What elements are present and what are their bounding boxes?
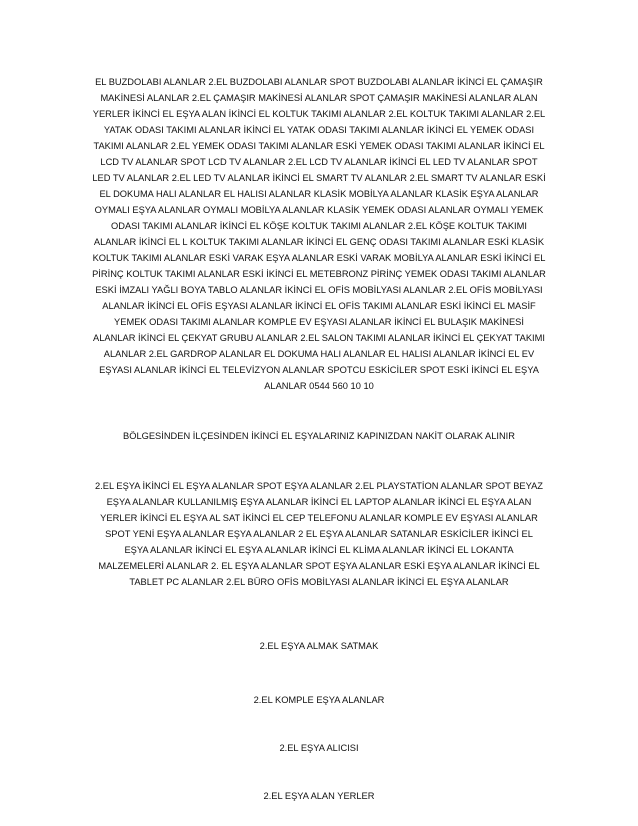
heading-line: 2.EL EŞYA ALAN YERLER (263, 791, 375, 801)
heading-line: 2.EL KOMPLE EŞYA ALANLAR (253, 695, 385, 705)
body-paragraph: EL BUZDOLABI ALANLAR 2.EL BUZDOLABI ALANLAR SPOT BUZDOLABI ALANLAR İKİNCİ EL ÇAMAŞIR MAKİNESİ ALANLAR 2.EL ÇAMAŞIR MAKİNESİ ALANLAR SPOT ÇAMAŞIR MAKİNESİ ALANLAR ALAN YERLER İKİNCİ EL EŞYA ALAN İKİNCİ EL KOLTUK TAKIMI ALANLAR 2.EL KOLTUK TAKIMI ALANLAR 2.EL YATAK ODASI TAKIMI ALANLAR İKİNCİ EL YATAK ODASI TAKIMI ALANLAR İKİNCİ EL YEMEK ODASI TAKIMI ALANLAR 2.EL YEMEK ODASI TAKIMI ALANLAR ESKİ YEMEK ODASI TAKIMI ALANLAR İKİNCİ EL LCD TV ALANLAR SPOT LCD TV ALANLAR 2.EL LCD TV ALANLAR İKİNCİ EL LED TV ALANLAR SPOT LED TV ALANLAR 2.EL LED TV ALANLAR İKİNCİ EL SMART TV ALANLAR 2.EL SMART TV ALANLAR ESKİ EL DOKUMA HALI ALANLAR EL HALISI ALANLAR KLASİK MOBİLYA ALANLAR KLASİK EŞYA ALANLAR OYMALI EŞYA ALANLAR OYMALI MOBİLYA ALANLAR KLASİK YEMEK ODASI ALANLAR OYMALI YEMEK ODASI TAKIMI ALANLAR İKİNCİ EL KÖŞE KOLTUK TAKIMI ALANLAR 2.EL KÖŞE KOLTUK TAKIMI ALANLAR İKİNCİ EL L KOLTUK TAKIMI ALANLAR İKİNCİ EL GENÇ ODASI TAKIMI ALANLAR ESKİ KLASİK KOLTUK TAKIMI ALANLAR ESKİ VARAK EŞYA ALANLAR ESKİ VARAK MOBİLYA ALANLAR ESKİ İKİNCİ EL PİRİNÇ KOLTUK TAKIMI ALANLAR ESKİ İKİNCİ EL METEBRONZ PİRİNÇ YEMEK ODASI TAKIMI ALANLAR ESKİ İMZALI YAĞLI BOYA TABLO ALANLAR İKİNCİ EL OFİS MOBİLYASI ALANLAR 2.EL OFİS MOBİLYASI ALANLAR İKİNCİ EL OFİS EŞYASI ALANLAR İKİNCİ EL OFİS TAKIMI ALANLAR ESKİ İKİNCİ EL MASİF YEMEK ODASI TAKIMI ALANLAR KOMPLE EV EŞYASI ALANLAR İKİNCİ EL BULAŞIK MAKİNESİ ALANLAR İKİNCİ EL ÇEKYAT GRUBU ALANLAR 2.EL SALON TAKIMI ALANLAR İKİNCİ EL ÇEKYAT TAKIMI ALANLAR 2.EL GARDROP ALANLAR EL DOKUMA HALI ALANLAR EL HALISI ALANLAR İKİNCİ EL EV EŞYASI ALANLAR İKİNCİ EL TELEVİZYON ALANLAR SPOTCU ESKİCİLER SPOT ESKİ İKİNCİ EL EŞYA ALANLAR 0544 560 10 10 (92, 77, 546, 391)
heading-line: 2.EL EŞYA ALMAK SATMAK (259, 641, 379, 651)
heading-line: 2.EL EŞYA ALICISI (279, 743, 359, 753)
region-notice: BÖLGESİNDEN İLÇESİNDEN İKİNCİ EL EŞYALARINIZ KAPINIZDAN NAKİT OLARAK ALINIR (123, 431, 515, 441)
body-paragraph: 2.EL EŞYA İKİNCİ EL EŞYA ALANLAR SPOT EŞYA ALANLAR 2.EL PLAYSTATİON ALANLAR SPOT BEYAZ EŞYA ALANLAR KULLANILMIŞ EŞYA ALANLAR İKİNCİ EL LAPTOP ALANLAR İKİNCİ EL EŞYA ALAN YERLER İKİNCİ EL EŞYA AL SAT İKİNCİ EL CEP TELEFONU ALANLAR KOMPLE EV EŞYASI ALANLAR SPOT YENİ EŞYA ALANLAR EŞYA ALANLAR 2 EL EŞYA ALANLAR SATANLAR ESKİCİLER İKİNCİ EL EŞYA ALANLAR İKİNCİ EL EŞYA ALANLAR İKİNCİ EL KLİMA ALANLAR İKİNCİ EL LOKANTA MALZEMELERİ ALANLAR 2. EL EŞYA ALANLAR SPOT EŞYA ALANLAR ESKİ EŞYA ALANLAR İKİNCİ EL TABLET PC ALANLAR 2.EL BÜRO OFİS MOBİLYASI ALANLAR İKİNCİ EL EŞYA ALANLAR (95, 481, 543, 587)
